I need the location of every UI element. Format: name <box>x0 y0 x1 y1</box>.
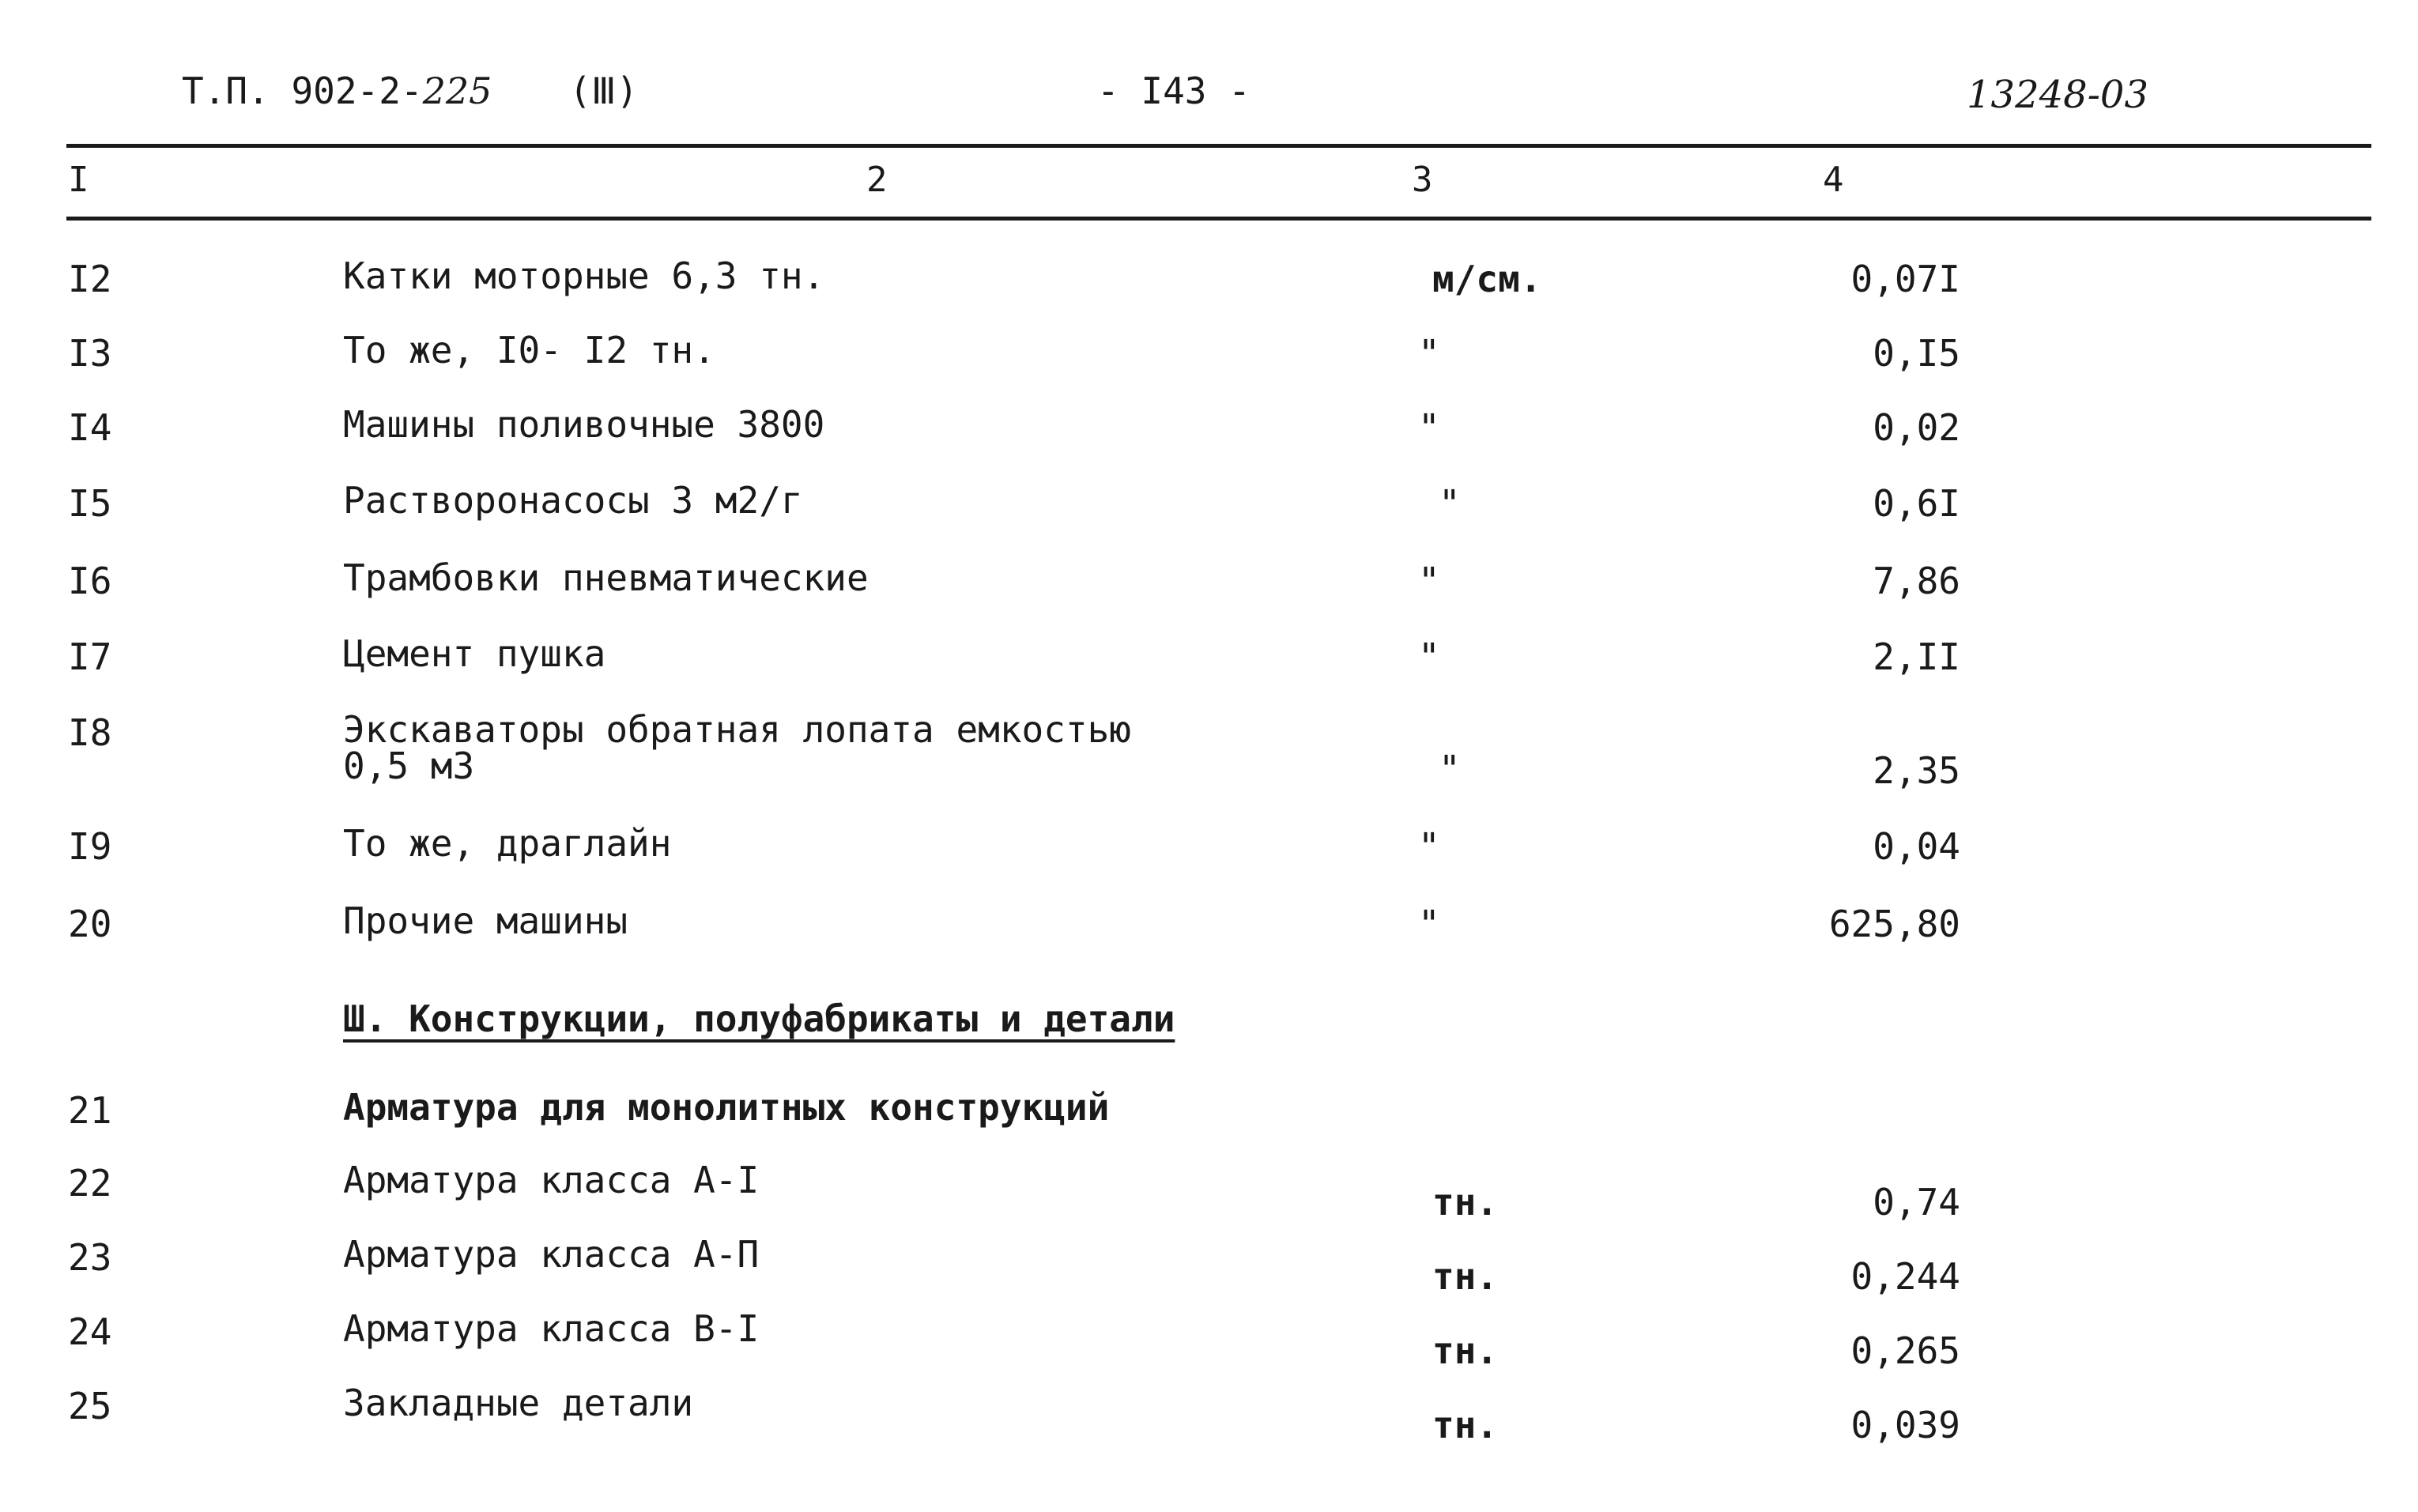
row-number: I8 <box>68 711 112 754</box>
row-unit: тн. <box>1432 1181 1499 1224</box>
row-unit: " <box>1418 332 1440 375</box>
row-number: 23 <box>68 1236 112 1279</box>
row-number: 25 <box>68 1385 112 1427</box>
row-unit: " <box>1418 635 1440 678</box>
row-name: Закладные детали <box>343 1382 694 1424</box>
album-code-handwritten: 13248-03 <box>1967 73 2148 117</box>
header-rule-bottom <box>66 217 2371 221</box>
row-unit: " <box>1418 903 1440 945</box>
row-name: Прочие машины <box>343 899 628 942</box>
row-value: 2,35 <box>1873 749 1960 792</box>
row-number: 24 <box>68 1310 112 1353</box>
row-name: Растворонасосы 3 м2/г <box>343 479 803 522</box>
doc-prefix: Т.П. 902-2- <box>182 70 423 112</box>
row-number: 20 <box>68 903 112 945</box>
row-number: I7 <box>68 635 112 678</box>
row-unit: " <box>1418 560 1440 602</box>
row-unit: тн. <box>1432 1255 1499 1298</box>
row-value: 0,244 <box>1850 1255 1960 1298</box>
header-rule-top <box>66 144 2371 148</box>
row-name-line-2: 0,5 м3 <box>343 745 475 787</box>
row-name: Арматура класса В-I <box>343 1307 760 1350</box>
row-name: Катки моторные 6,3 тн. <box>343 255 825 297</box>
row-name: Арматура класса А-I <box>343 1159 760 1201</box>
row-value: 0,04 <box>1873 825 1960 868</box>
row-unit: тн. <box>1432 1329 1499 1372</box>
row-name <box>343 708 1131 787</box>
page-number: - I43 - <box>1097 70 1250 112</box>
row-number: I5 <box>68 482 112 525</box>
row-value: 2,II <box>1873 635 1960 678</box>
row-name: Арматура для монолитных конструкций <box>343 1086 1110 1129</box>
row-value: 0,I5 <box>1873 332 1960 375</box>
row-number: I2 <box>68 258 112 300</box>
row-unit: " <box>1418 825 1440 868</box>
row-unit: " <box>1418 406 1440 449</box>
volume-mark: (Ⅲ) <box>569 70 639 112</box>
row-value: 0,07I <box>1850 258 1960 300</box>
row-value: 0,02 <box>1873 406 1960 449</box>
section-heading: Ш. Конструкции, полуфабрикаты и детали <box>343 997 1175 1040</box>
column-header-3: 3 <box>1412 160 1433 200</box>
row-name: То же, I0- I2 тн. <box>343 329 715 371</box>
row-name: Трамбовки пневматические <box>343 556 869 599</box>
column-header-4: 4 <box>1823 160 1844 200</box>
row-name: Арматура класса А-П <box>343 1233 760 1276</box>
column-header-1: I <box>68 160 89 200</box>
row-value: 0,039 <box>1850 1404 1960 1446</box>
doc-header-designation <box>182 70 638 112</box>
row-value: 0,265 <box>1850 1329 1960 1372</box>
row-name: Машины поливочные 3800 <box>343 403 825 446</box>
row-number: 22 <box>68 1162 112 1205</box>
row-value: 625,80 <box>1828 903 1960 945</box>
row-unit: м/см. <box>1432 258 1542 300</box>
row-value: 0,6I <box>1873 482 1960 525</box>
row-name: Цемент пушка <box>343 632 606 675</box>
row-number: 21 <box>68 1089 112 1132</box>
row-value: 7,86 <box>1873 560 1960 602</box>
row-name-line-1: Экскаваторы обратная лопата емкостью <box>343 708 1131 751</box>
row-number: I9 <box>68 825 112 868</box>
row-unit: тн. <box>1432 1404 1499 1446</box>
row-unit: " <box>1439 482 1461 525</box>
row-number: I4 <box>68 406 112 449</box>
row-unit: " <box>1439 748 1461 790</box>
row-value: 0,74 <box>1873 1181 1960 1224</box>
column-header-2: 2 <box>866 160 888 200</box>
doc-number-handwritten: 225 <box>422 70 492 112</box>
row-number: I6 <box>68 560 112 602</box>
row-number: I3 <box>68 332 112 375</box>
row-name: То же, драглайн <box>343 822 672 865</box>
